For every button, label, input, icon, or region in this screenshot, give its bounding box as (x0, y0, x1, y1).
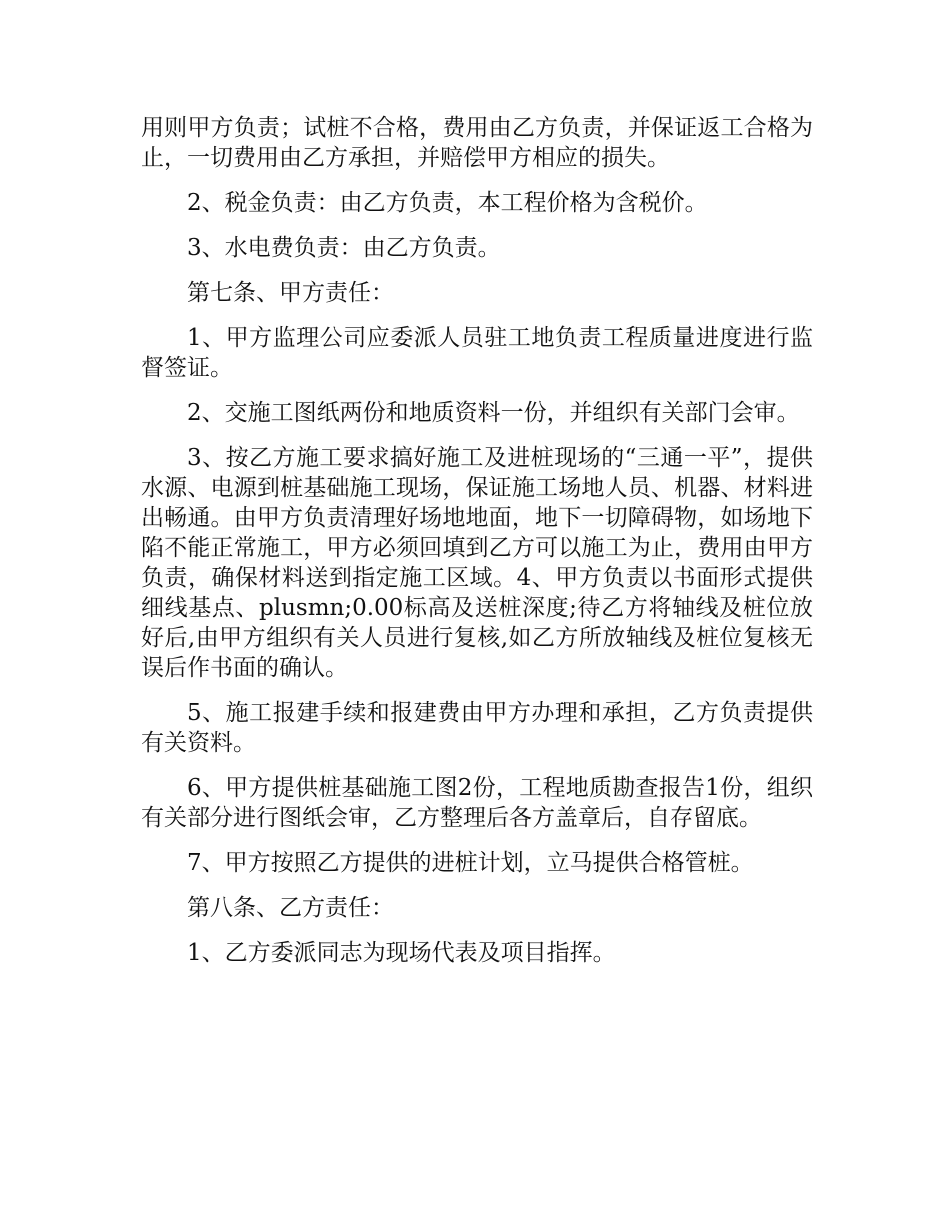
section-heading-article-8: 第八条、乙方责任： (187, 895, 394, 921)
document-body (141, 113, 813, 983)
paragraph-tax: 2、税金负责：由乙方负责，本工程价格为含税价。 (187, 190, 708, 216)
paragraph-site-representative: 1、乙方委派同志为现场代表及项目指挥。 (187, 940, 616, 966)
paragraph-drawings: 2、交施工图纸两份和地质资料一份，并组织有关部门会审。 (187, 400, 800, 426)
paragraph-continuation: 用则甲方负责；试桩不合格，费用由乙方负责，并保证返工合格为止，一切费用由乙方承担，并赔偿甲方相应的损失。 (141, 115, 813, 171)
paragraph-permits: 5、施工报建手续和报建费由甲方办理和承担，乙方负责提供有关资料。 (141, 700, 813, 756)
section-heading-article-7: 第七条、甲方责任： (187, 280, 394, 306)
paragraph-utilities: 3、水电费负责：由乙方负责。 (187, 235, 501, 261)
paragraph-pile-supply: 7、甲方按照乙方提供的进桩计划，立马提供合格管桩。 (187, 850, 754, 876)
paragraph-construction-drawings: 6、甲方提供桩基础施工图2份，工程地质勘查报告1份，组织有关部分进行图纸会审，乙方整理后各方盖章后，自存留底。 (141, 775, 813, 831)
paragraph-site-preparation: 3、按乙方施工要求搞好施工及进桩现场的“三通一平”，提供水源、电源到桩基础施工现场，保证施工场地人员、机器、材料进出畅通。由甲方负责清理好场地地面，地下一切障碍物，如场地下陷不能正常施工，甲方必须回填到乙方可以施工为止，费用由甲方负责，确保材料送到指定施工区域。4、甲方负责以书面形式提供细线基点、plusmn;0.00标高及送桩深度;待乙方将轴线及桩位放好后,由甲方组织有关人员进行复核,如乙方所放轴线及桩位复核无误后作书面的确认。 (141, 445, 813, 681)
paragraph-supervision: 1、甲方监理公司应委派人员驻工地负责工程质量进度进行监督签证。 (141, 325, 813, 381)
